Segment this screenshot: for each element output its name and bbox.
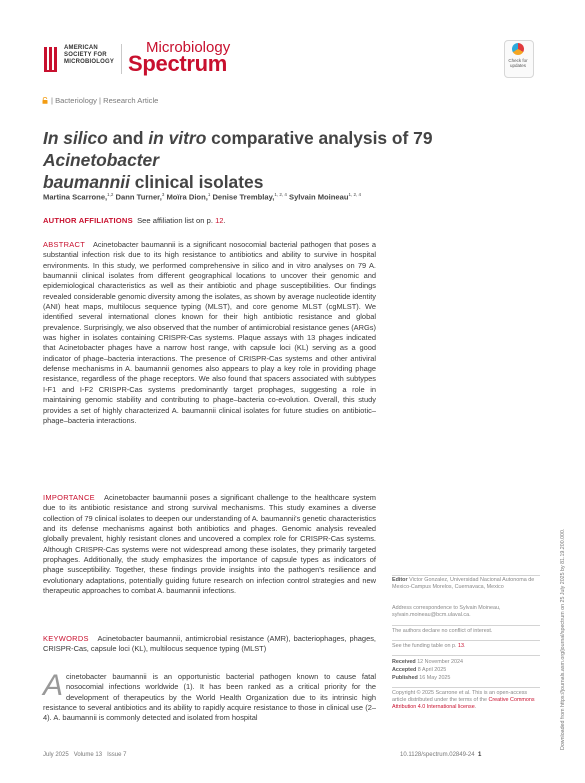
accepted-label: Accepted: [392, 667, 417, 673]
affiliations-page-link[interactable]: 12: [215, 216, 224, 225]
asm-logo-icon: [43, 44, 59, 74]
license-link[interactable]: Creative Commons Attribution 4.0 International license: [392, 697, 535, 711]
keywords-text: Acinetobacter baumannii, antimicrobial resistance (AMR), bacteriophages, phages, CRISPR-Cas, capsule loci (KL), multilocus sequence typing (MLST): [43, 634, 376, 654]
importance: [43, 493, 376, 621]
journal-name-top: Microbiology: [146, 39, 231, 56]
affiliations-label: AUTHOR AFFILIATIONS: [43, 216, 133, 225]
sidebar-divider: [392, 640, 540, 641]
affiliations-text: See affiliation list on p.: [137, 216, 216, 225]
body-text: [43, 669, 376, 724]
author-list: [43, 192, 543, 202]
received-date: [392, 659, 540, 666]
author-sup: 1,2: [107, 192, 114, 197]
drop-cap: A: [43, 669, 64, 702]
title-segment: In silico: [43, 128, 108, 148]
importance-text: Acinetobacter baumannii poses a significant challenge to the healthcare system due to its antibiotic resistance and strong survival mechanisms. This study examines a diverse collection of 79 clinical isolates to deepen our understanding of A. baumannii's genetic characteristics and its defense mechanisms against both antibiotics and phages. Genomic analysis revealed globally prevalent, highly resistant clones and uncovered a complex role for CRISPR-Cas systems. Although CRISPR-Cas systems were not widespread among these isolates, they primarily targeted prophages. Additionally, the study emphasizes the importance of capsule types as indicators of phage susceptibility. Together, these findings provide insights into the pathogen's resilience and evolutionary adaptations, potentially guiding future research on infection control strategies and new therapeutic approaches to combat A. baumannii infections.: [43, 493, 376, 596]
importance-label: IMPORTANCE: [43, 493, 95, 502]
received-value: 12 November 2024: [417, 659, 464, 665]
license-end: .: [474, 704, 477, 711]
society-line: SOCIETY FOR: [64, 52, 107, 58]
abstract: [43, 240, 376, 482]
category-label[interactable]: Bacteriology: [55, 96, 97, 105]
footer-issue: Issue 7: [107, 752, 127, 758]
journal-name-bottom: Spectrum: [128, 51, 228, 76]
article-category: | Bacteriology | Research Article: [51, 96, 159, 105]
sidebar-divider: [392, 625, 540, 626]
check-updates-icon: [512, 43, 524, 55]
copyright-text: Copyright © 2025 Scarrone et al. This is an open-access article distributed under the terms of the: [392, 690, 528, 704]
author-name[interactable]: Sylvain Moineau: [289, 192, 349, 202]
title-segment: clinical isolates: [129, 172, 264, 192]
open-access-lock-icon: [42, 97, 48, 104]
footer-volume: Volume 13: [73, 752, 103, 758]
funding-note: [392, 643, 540, 650]
sidebar-divider: [392, 575, 540, 576]
sidebar-divider: [392, 655, 540, 656]
download-side-note: [560, 420, 566, 750]
published-date: [392, 675, 540, 682]
check-updates-label: Check for updates: [508, 58, 528, 68]
author-name[interactable]: Moïra Dion,: [166, 192, 208, 202]
keywords-label: KEYWORDS: [43, 634, 89, 643]
author-sup: 1, 2, 4: [348, 192, 362, 197]
author-affiliations: [43, 216, 226, 225]
accepted-value: 8 April 2025: [417, 667, 447, 673]
published-value: 16 May 2025: [419, 675, 451, 681]
funding-text: See the funding table on p.: [392, 643, 458, 649]
author-name[interactable]: Denise Tremblay,: [212, 192, 275, 202]
footer-date: July 2025: [43, 752, 69, 758]
footer-issue-info: [43, 752, 126, 758]
footer-doi[interactable]: 10.1128/spectrum.02849-24: [400, 752, 475, 758]
body-paragraph: cinetobacter baumannii is an opportunistic bacterial pathogen known to cause fatal nosocomial infections worldwide (1). It has been ranked as a critical priority for the development of therapeutics by the World Health Organization due to its intrinsic high resistance to several antibiotics and its ability to rapidly acquire resistance to those in clinical use (2–4). A. baumannii is commonly detected and isolated from hospital: [43, 672, 376, 723]
logo-divider: [121, 44, 122, 74]
correspondence: Address correspondence to Sylvain Moineau, sylvain.moineau@bcm.ulaval.ca.: [392, 605, 501, 619]
title-segment: comparative analysis of 79: [206, 128, 433, 148]
title-segment: baumannii: [43, 172, 130, 192]
editor-text: Victor Gonzalez, Universidad Nacional Autonoma de Mexico-Campus Morelos, Cuernavaca, Mexico: [392, 577, 535, 591]
published-label: Published: [392, 675, 418, 681]
title-segment: and: [107, 128, 149, 148]
funding-page-link[interactable]: 13: [457, 643, 464, 649]
title-segment: Acinetobacter: [43, 150, 159, 170]
copyright-notice: [392, 690, 540, 712]
author-sup: 1: [207, 192, 211, 197]
download-note-text: Downloaded from https://journals.asm.org/journal/spectrum on 25 July 2025 by 81.19.200.000.: [560, 528, 566, 750]
society-name: [64, 45, 118, 66]
editor-info: [392, 577, 540, 591]
editor-label: Editor: [392, 577, 408, 583]
author-name[interactable]: Dann Turner,: [115, 192, 162, 202]
society-line: MICROBIOLOGY: [64, 59, 115, 65]
author-sup: 1, 2, 4: [274, 192, 287, 197]
author-name[interactable]: Martina Scarrone,: [43, 192, 108, 202]
author-sup: 3: [161, 192, 165, 197]
received-label: Received: [392, 659, 416, 665]
article-type-label: Research Article: [103, 96, 159, 105]
conflict-statement: The authors declare no conflict of interest.: [392, 628, 493, 634]
article-title: [43, 127, 543, 193]
title-segment: in vitro: [148, 128, 207, 148]
accepted-date: [392, 667, 540, 674]
abstract-label: ABSTRACT: [43, 240, 86, 249]
footer-doi-page: [400, 752, 481, 758]
abstract-text: Acinetobacter baumannii is a significant nosocomial bacterial pathogen that poses a substantial infection risk due to its high resistance to antibiotics and ability to survive in hospital environments. In this study, we performed comprehensive in silico and in vitro analyses on 79 A. baumannii clinical isolates from different geographical locations to uncover their genomic and epidemiological characteristics as well as their antibiotic and phage susceptibilities. Our findings revealed considerable genomic diversity among the isolates, as shown by average nucleotide identity (ANI) heat maps, multilocus sequence typing (MLST), and core genome MLST (cgMLST). We identified several international clones known for their high antibiotic resistance and global prevalence. Surprisingly, we also observed that the number of antimicrobial resistance genes (ARGs) was higher in isolates containing CRISPR-Cas systems. Plaque assays with 13 phages indicated that Acinetobacter phages have a narrow host range, with capsule loci (KL) serving as a good indicator of phage–bacteria interactions. The presence of CRISPR-Cas systems and other antiviral defense mechanisms in A. baumannii genomes also appears to play a key role in providing phage resistance, regardless of the phage receptors. We also found that spacers associated with subtypes I-F1 and I-F2 CRISPR-Cas systems predominantly target prophages, suggesting a role in maintaining genomic stability and contributing to phage–bacteria co-evolution. Overall, this study provides a set of highly characterized A. baumannii clinical isolates for future studies on antibiotic–phage–bacteria interactions.: [43, 240, 376, 425]
keywords: [43, 634, 376, 658]
affiliations-end: .: [223, 216, 226, 225]
footer-page-number: 1: [477, 752, 482, 758]
sidebar-divider: [392, 687, 540, 688]
funding-end: .: [463, 643, 466, 649]
society-line: AMERICAN: [64, 45, 98, 51]
